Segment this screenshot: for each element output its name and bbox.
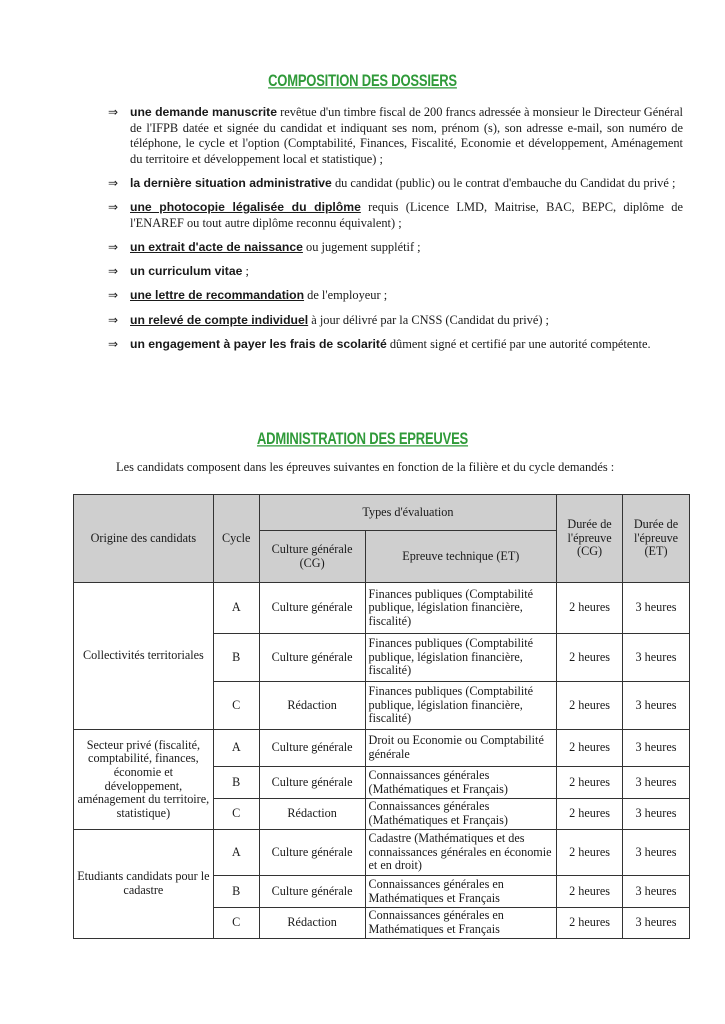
item-keyword: un curriculum vitae bbox=[130, 264, 243, 279]
cg-cell: Rédaction bbox=[259, 799, 365, 830]
item-text: ; bbox=[242, 264, 249, 279]
cg-cell: Rédaction bbox=[259, 908, 365, 939]
duree-et-cell: 3 heures bbox=[623, 682, 690, 730]
cg-cell: Rédaction bbox=[259, 682, 365, 730]
arrow-icon: ⇒ bbox=[108, 336, 119, 351]
header-duree-et: Durée de l'épreuve (ET) bbox=[623, 495, 690, 583]
header-origin: Origine des candidats bbox=[74, 495, 214, 583]
et-cell: Connaissances générales (Mathématiques et Français) bbox=[365, 767, 557, 799]
origin-cell: Etudiants candidats pour le cadastre bbox=[74, 830, 214, 939]
item-keyword: une lettre de recommandation bbox=[130, 288, 305, 303]
list-item bbox=[108, 288, 683, 304]
epreuves-table bbox=[73, 494, 690, 939]
duree-et-cell: 3 heures bbox=[623, 634, 690, 682]
et-cell: Connaissances générales (Mathématiques et Français) bbox=[365, 799, 557, 830]
origin-cell: Collectivités territoriales bbox=[74, 583, 214, 730]
item-text: ou jugement supplétif ; bbox=[302, 239, 421, 254]
administration-heading: ADMINISTRATION DES EPREUVES bbox=[256, 429, 469, 448]
item-keyword: un extrait d'acte de naissance bbox=[130, 239, 303, 254]
et-cell: Finances publiques (Comptabilité publique, législation financière, fiscalité) bbox=[365, 634, 557, 682]
cycle-cell: A bbox=[213, 830, 259, 876]
composition-heading: COMPOSITION DES DOSSIERS bbox=[268, 71, 457, 90]
duree-cg-cell: 2 heures bbox=[557, 730, 623, 767]
intro-text: Les candidats composent dans les épreuves suivantes en fonction de la filière et du cycle demandés : bbox=[116, 460, 615, 474]
list-item bbox=[108, 337, 683, 353]
list-item bbox=[108, 313, 683, 329]
cycle-cell: B bbox=[213, 634, 259, 682]
duree-et-cell: 3 heures bbox=[623, 876, 690, 908]
table-row bbox=[74, 583, 690, 634]
list-item bbox=[108, 176, 683, 192]
duree-et-cell: 3 heures bbox=[623, 799, 690, 830]
cg-cell: Culture générale bbox=[259, 730, 365, 767]
duree-et-cell: 3 heures bbox=[623, 908, 690, 939]
arrow-icon: ⇒ bbox=[108, 264, 119, 279]
list-item bbox=[108, 105, 683, 167]
item-text: revêtue d'un timbre fiscal de 200 francs adressée à monsieur le Directeur Général de l'IFPB datée et signée du candidat et indiquant ses nom, prénom (s), son adresse e-mail, son numéro de téléphone, le cycle et l'option (Comptabilité, Finances, Fiscalité, Economie et développement, Aménagement du territoire et développement local et statistique) ; bbox=[130, 105, 683, 166]
arrow-icon: ⇒ bbox=[108, 312, 119, 327]
cycle-cell: B bbox=[213, 876, 259, 908]
duree-et-cell: 3 heures bbox=[623, 730, 690, 767]
duree-cg-cell: 2 heures bbox=[557, 876, 623, 908]
cycle-cell: B bbox=[213, 767, 259, 799]
cg-cell: Culture générale bbox=[259, 876, 365, 908]
duree-et-cell: 3 heures bbox=[623, 830, 690, 876]
cg-cell: Culture générale bbox=[259, 634, 365, 682]
cg-cell: Culture générale bbox=[259, 767, 365, 799]
item-text: à jour délivré par la CNSS (Candidat du privé) ; bbox=[308, 312, 549, 327]
header-cg: Culture générale (CG) bbox=[259, 531, 365, 583]
item-keyword: un engagement à payer les frais de scolarité bbox=[130, 336, 387, 351]
list-item bbox=[108, 264, 683, 280]
duree-cg-cell: 2 heures bbox=[557, 799, 623, 830]
duree-cg-cell: 2 heures bbox=[557, 908, 623, 939]
item-text: dûment signé et certifié par une autorité compétente. bbox=[386, 336, 651, 351]
et-cell: Droit ou Economie ou Comptabilité générale bbox=[365, 730, 557, 767]
arrow-icon: ⇒ bbox=[108, 175, 119, 190]
duree-et-cell: 3 heures bbox=[623, 767, 690, 799]
duree-et-cell: 3 heures bbox=[623, 583, 690, 634]
arrow-icon: ⇒ bbox=[108, 288, 119, 303]
item-text: de l'employeur ; bbox=[304, 288, 388, 303]
item-text: requis (Licence LMD, Maitrise, BAC, BEPC, diplôme de l'ENAREF ou tout autre diplôme reconnu équivalent) ; bbox=[130, 200, 683, 230]
item-keyword: une photocopie légalisée du diplôme bbox=[130, 200, 361, 215]
arrow-icon: ⇒ bbox=[108, 105, 119, 119]
duree-cg-cell: 2 heures bbox=[557, 634, 623, 682]
header-cycle: Cycle bbox=[213, 495, 259, 583]
origin-cell: Secteur privé (fiscalité, comptabilité, finances, économie et développement, aménagement du territoire, statistique) bbox=[74, 730, 214, 830]
list-item bbox=[108, 240, 683, 256]
dossier-items-list bbox=[108, 105, 683, 361]
item-keyword: un relevé de compte individuel bbox=[130, 312, 309, 327]
cg-cell: Culture générale bbox=[259, 583, 365, 634]
duree-cg-cell: 2 heures bbox=[557, 583, 623, 634]
duree-cg-cell: 2 heures bbox=[557, 830, 623, 876]
et-cell: Finances publiques (Comptabilité publique, législation financière, fiscalité) bbox=[365, 583, 557, 634]
et-cell: Connaissances générales en Mathématiques et Français bbox=[365, 908, 557, 939]
et-cell: Finances publiques (Comptabilité publique, législation financière, fiscalité) bbox=[365, 682, 557, 730]
item-text: du candidat (public) ou le contrat d'embauche du Candidat du privé ; bbox=[331, 175, 676, 190]
et-cell: Connaissances générales en Mathématiques et Français bbox=[365, 876, 557, 908]
header-et: Epreuve technique (ET) bbox=[365, 531, 557, 583]
arrow-icon: ⇒ bbox=[108, 239, 119, 254]
cycle-cell: A bbox=[213, 583, 259, 634]
header-duree-cg: Durée de l'épreuve (CG) bbox=[557, 495, 623, 583]
arrow-icon: ⇒ bbox=[108, 200, 119, 215]
et-cell: Cadastre (Mathématiques et des connaissances générales en économie et en droit) bbox=[365, 830, 557, 876]
header-types: Types d'évaluation bbox=[259, 495, 556, 531]
cycle-cell: C bbox=[213, 908, 259, 939]
table-row bbox=[74, 830, 690, 876]
cycle-cell: C bbox=[213, 682, 259, 730]
item-keyword: la dernière situation administrative bbox=[130, 175, 332, 190]
cycle-cell: C bbox=[213, 799, 259, 830]
list-item bbox=[108, 200, 683, 231]
table-row bbox=[74, 730, 690, 767]
cycle-cell: A bbox=[213, 730, 259, 767]
cg-cell: Culture générale bbox=[259, 830, 365, 876]
item-keyword: une demande manuscrite bbox=[130, 105, 278, 119]
duree-cg-cell: 2 heures bbox=[557, 767, 623, 799]
duree-cg-cell: 2 heures bbox=[557, 682, 623, 730]
